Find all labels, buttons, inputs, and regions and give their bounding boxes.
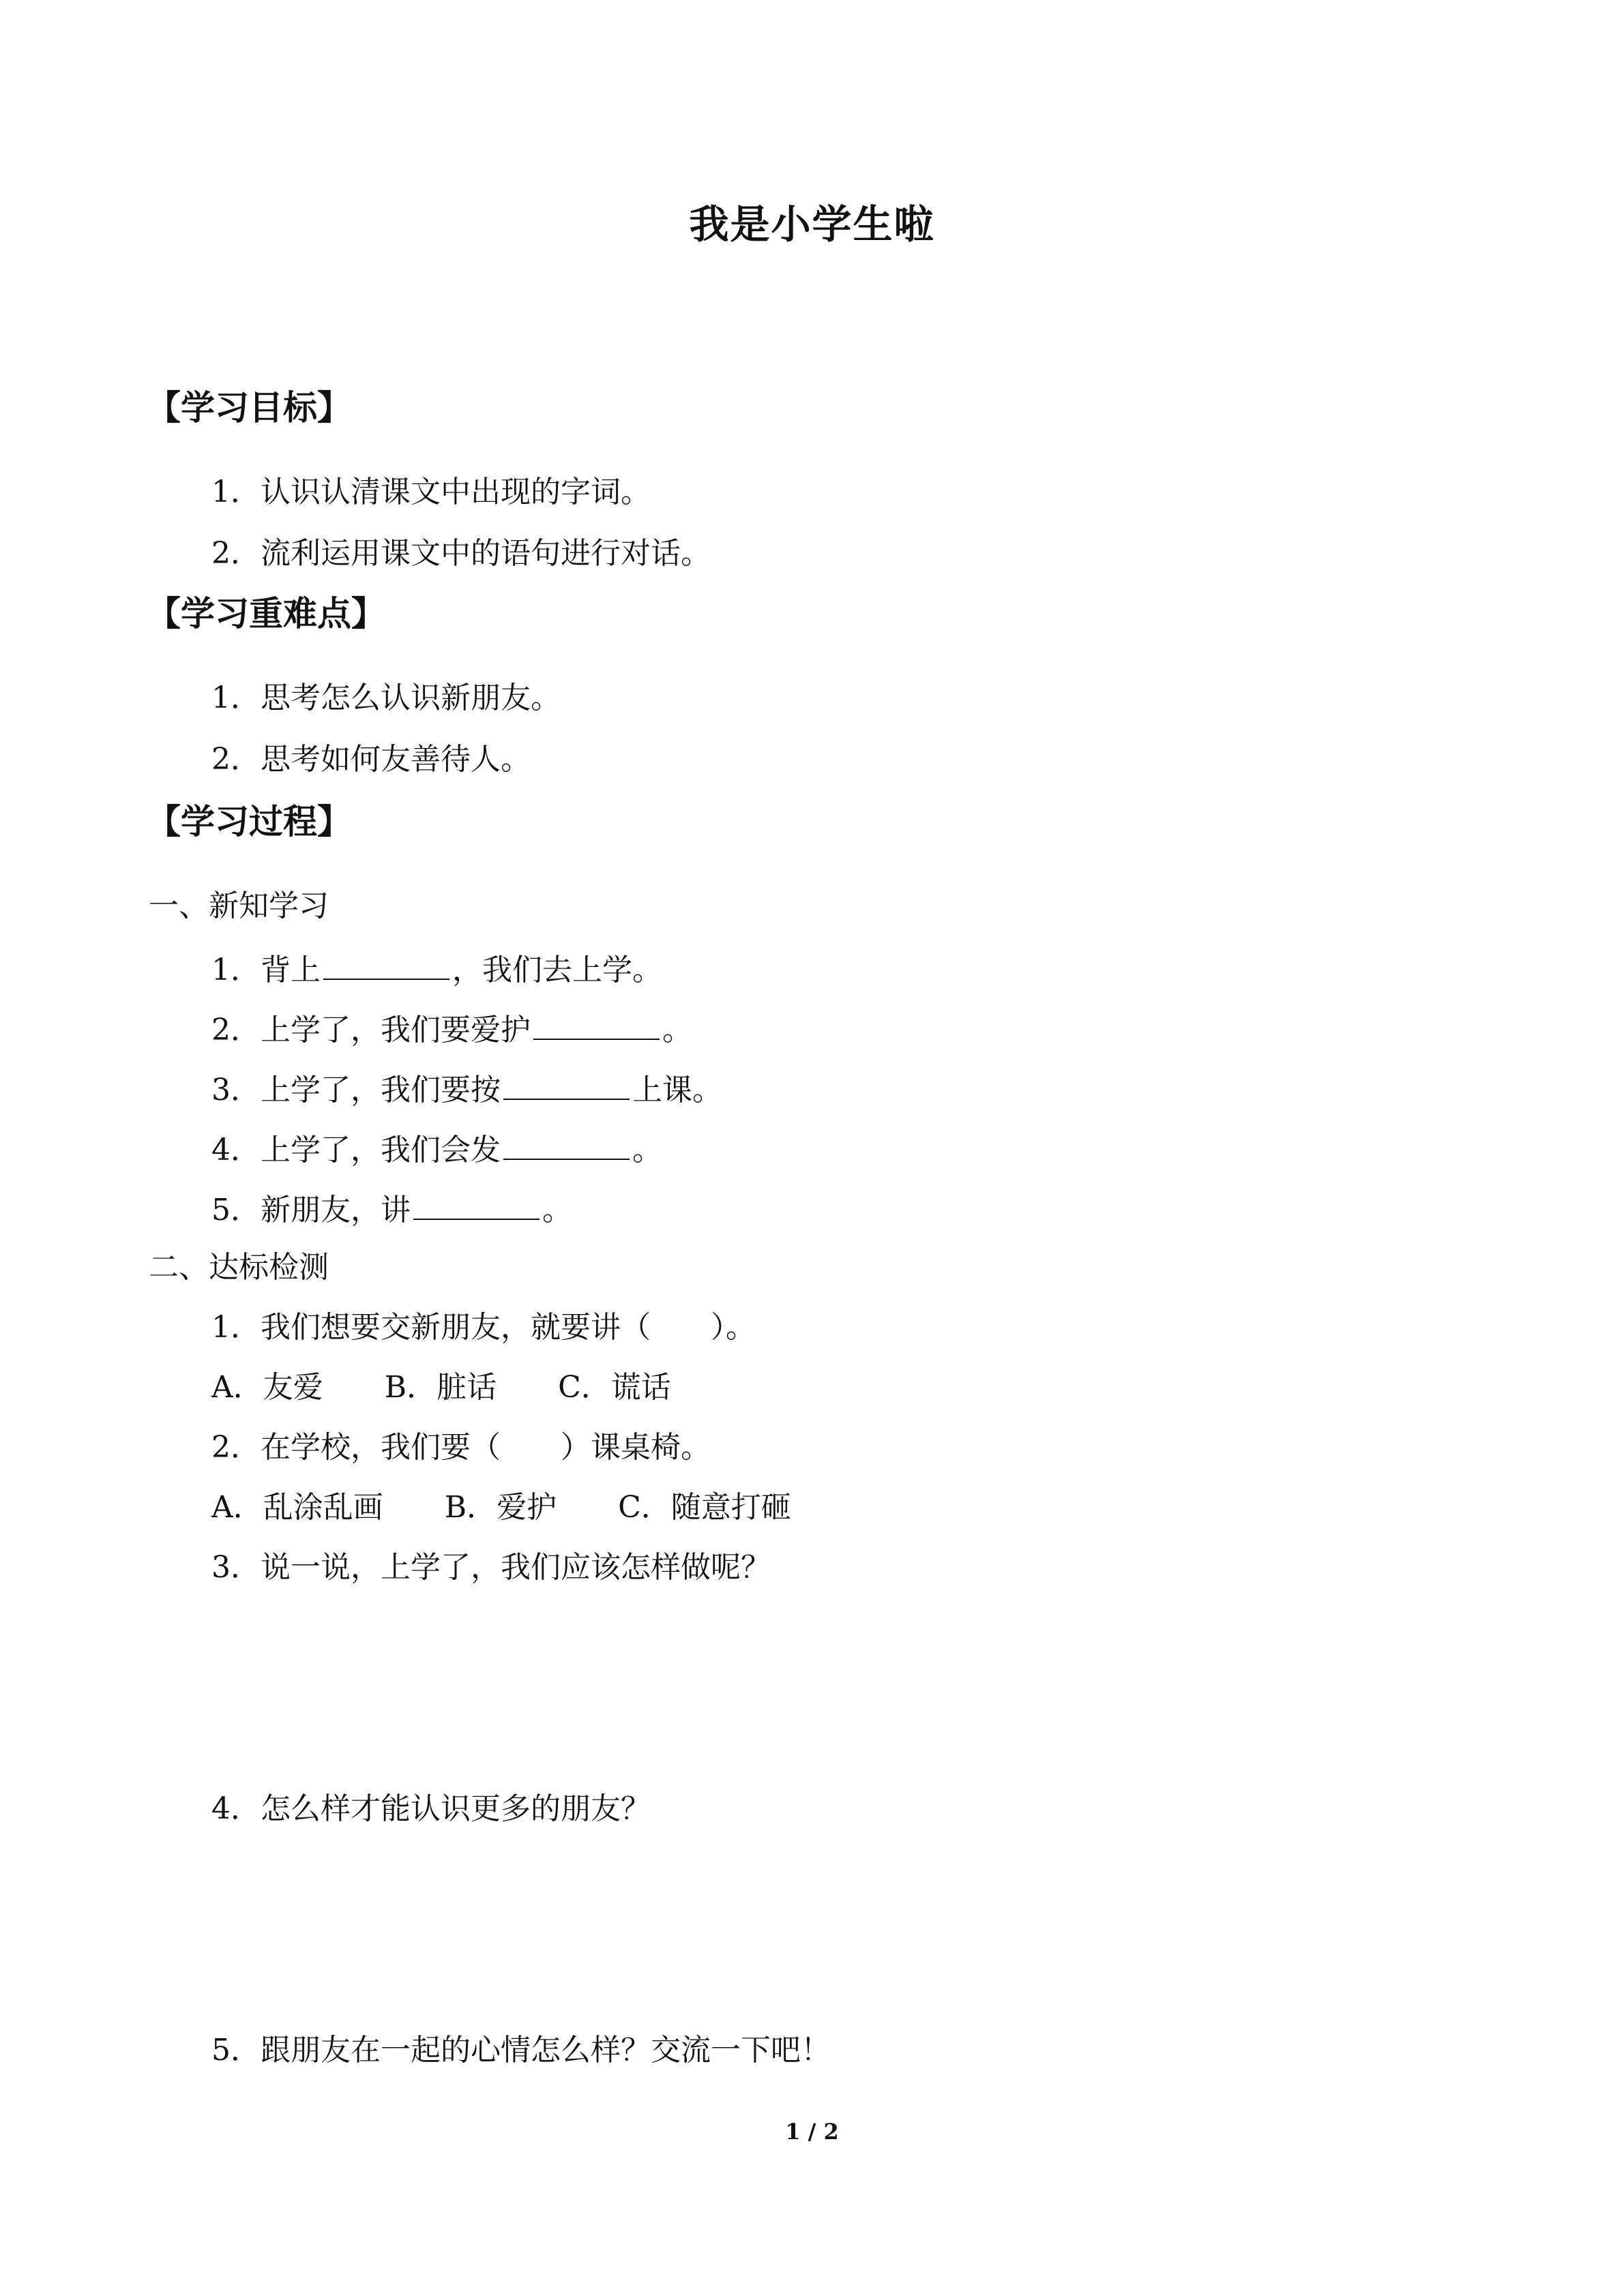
section-heading-key-points: 【学习重难点】 [147,593,385,633]
answer-blank[interactable] [503,1133,630,1160]
key-point-item-2: 2．思考如何友善待人。 [211,742,531,777]
answer-blank[interactable] [503,1073,630,1100]
fill-blank-text-after: 。 [632,1133,662,1167]
question-5: 5．跟朋友在一起的心情怎么样？交流一下吧！ [211,2033,831,2068]
answer-blank[interactable] [413,1193,540,1220]
fill-blank-item-1 [211,953,662,985]
option-c[interactable]: C．谎话 [558,1370,671,1405]
option-b[interactable]: B．爱护 [444,1490,557,1525]
fill-blank-text-after: 。 [662,1013,692,1047]
question-2: 2．在学校，我们要（ ）课桌椅。 [211,1430,711,1465]
option-a[interactable]: A．乱涂乱画 [211,1490,383,1525]
answer-blank[interactable] [533,1013,660,1040]
key-point-item-1: 1．思考怎么认识新朋友。 [211,681,561,715]
question-1-options [211,1370,671,1405]
question-3: 3．说一说，上学了，我们应该怎样做呢？ [211,1550,771,1585]
fill-blank-text-before: 2．上学了，我们要爱护 [211,1013,531,1047]
section-heading-process: 【学习过程】 [147,801,351,841]
part1-heading: 一、新知学习 [149,889,329,923]
question-1: 1．我们想要交新朋友，就要讲（ ）。 [211,1310,756,1345]
option-b[interactable]: B．脏话 [384,1370,497,1405]
fill-blank-text-after: ，我们去上学。 [452,953,662,987]
fill-blank-text-after: 上课。 [632,1073,722,1107]
fill-blank-item-4 [211,1133,662,1165]
option-c[interactable]: C．随意打砸 [618,1490,791,1525]
section-heading-goals: 【学习目标】 [147,387,351,428]
fill-blank-text-before: 3．上学了，我们要按 [211,1073,501,1107]
page-number: 1 / 2 [785,2119,839,2145]
fill-blank-text-before: 1．背上 [211,953,321,987]
answer-blank[interactable] [323,953,449,980]
page-title: 我是小学生啦 [689,201,935,248]
fill-blank-item-2 [211,1013,692,1045]
fill-blank-item-5 [211,1193,572,1225]
goal-item-1: 1．认识认清课文中出现的字词。 [211,475,651,509]
question-2-options [211,1490,791,1525]
question-4: 4．怎么样才能认识更多的朋友？ [211,1791,651,1826]
goal-item-2: 2．流利运用课文中的语句进行对话。 [211,536,711,571]
option-a[interactable]: A．友爱 [211,1370,323,1405]
fill-blank-text-before: 5．新朋友，讲 [211,1193,411,1227]
fill-blank-item-3 [211,1073,722,1105]
fill-blank-text-before: 4．上学了，我们会发 [211,1133,501,1167]
fill-blank-text-after: 。 [542,1193,572,1227]
part2-heading: 二、达标检测 [149,1250,329,1285]
